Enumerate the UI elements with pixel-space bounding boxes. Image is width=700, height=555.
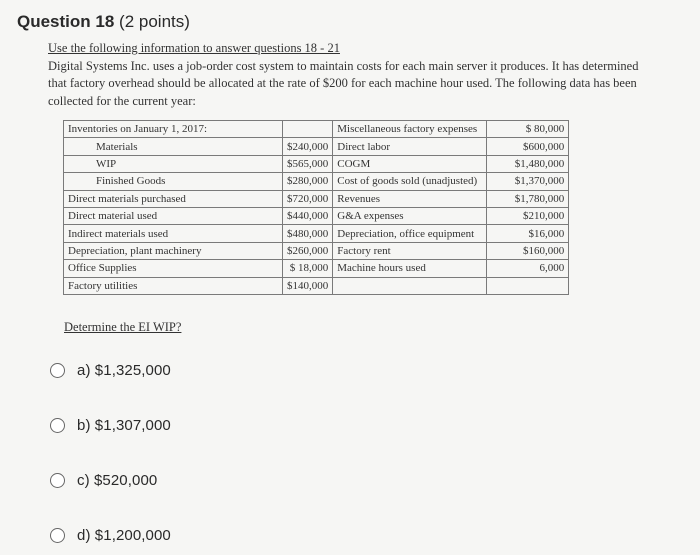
option-a[interactable] xyxy=(50,362,171,379)
question-intro xyxy=(48,40,648,110)
option-b[interactable] xyxy=(50,417,171,434)
question-prompt: Determine the EI WIP? xyxy=(64,320,182,334)
cost-data-table xyxy=(63,120,569,295)
right-label-cell: Factory rent xyxy=(333,242,487,259)
left-value-cell: $260,000 xyxy=(283,242,333,259)
option-b-label: b) $1,307,000 xyxy=(77,417,171,434)
left-label-cell: Materials xyxy=(64,138,283,155)
option-a-label: a) $1,325,000 xyxy=(77,362,171,379)
left-label-cell: Finished Goods xyxy=(64,173,283,190)
table-row xyxy=(64,225,569,242)
right-value-cell: $1,780,000 xyxy=(487,190,569,207)
option-c-label: c) $520,000 xyxy=(77,472,158,489)
left-label-cell: Office Supplies xyxy=(64,260,283,277)
right-value-cell xyxy=(487,277,569,294)
table-row xyxy=(64,260,569,277)
intro-reference-line: Use the following information to answer questions 18 - 21 xyxy=(48,41,340,55)
table-row xyxy=(64,173,569,190)
radio-button-a[interactable] xyxy=(50,363,65,378)
left-value-cell: $140,000 xyxy=(283,277,333,294)
left-value-cell: $480,000 xyxy=(283,225,333,242)
right-label-cell: Depreciation, office equipment xyxy=(333,225,487,242)
table-row xyxy=(64,155,569,172)
question-number: Question 18 xyxy=(17,12,115,31)
radio-button-d[interactable] xyxy=(50,528,65,543)
right-value-cell: $1,480,000 xyxy=(487,155,569,172)
right-value-cell: $160,000 xyxy=(487,242,569,259)
table-row xyxy=(64,190,569,207)
left-value-cell: $565,000 xyxy=(283,155,333,172)
left-value-cell: $720,000 xyxy=(283,190,333,207)
left-value-cell: $280,000 xyxy=(283,173,333,190)
right-label-cell: Direct labor xyxy=(333,138,487,155)
right-label-cell: COGM xyxy=(333,155,487,172)
right-value-cell: $600,000 xyxy=(487,138,569,155)
left-value-cell: $440,000 xyxy=(283,207,333,224)
table-row xyxy=(64,121,569,138)
table-row xyxy=(64,138,569,155)
intro-body: Digital Systems Inc. uses a job-order cost system to maintain costs for each main server it produces. It has determined that factory overhead should be allocated at the rate of $200 for each machine hour used. The following data has been collected for the current year: xyxy=(48,58,639,108)
right-label-cell xyxy=(333,277,487,294)
right-value-cell: 6,000 xyxy=(487,260,569,277)
right-label-cell: Miscellaneous factory expenses xyxy=(333,121,487,138)
right-value-cell: $210,000 xyxy=(487,207,569,224)
option-d-label: d) $1,200,000 xyxy=(77,527,171,544)
left-label-cell: Factory utilities xyxy=(64,277,283,294)
table-row xyxy=(64,277,569,294)
left-value-cell: $ 18,000 xyxy=(283,260,333,277)
right-label-cell: G&A expenses xyxy=(333,207,487,224)
right-label-cell: Revenues xyxy=(333,190,487,207)
table-row xyxy=(64,207,569,224)
option-d[interactable] xyxy=(50,527,171,544)
radio-button-b[interactable] xyxy=(50,418,65,433)
radio-button-c[interactable] xyxy=(50,473,65,488)
left-label-cell: Inventories on January 1, 2017: xyxy=(64,121,283,138)
right-value-cell: $1,370,000 xyxy=(487,173,569,190)
question-points: (2 points) xyxy=(119,12,190,31)
question-title xyxy=(17,12,190,32)
left-label-cell: Direct material used xyxy=(64,207,283,224)
right-value-cell: $ 80,000 xyxy=(487,121,569,138)
option-c[interactable] xyxy=(50,472,157,489)
left-value-cell: $240,000 xyxy=(283,138,333,155)
left-label-cell: Direct materials purchased xyxy=(64,190,283,207)
left-label-cell: Indirect materials used xyxy=(64,225,283,242)
left-label-cell: Depreciation, plant machinery xyxy=(64,242,283,259)
table-row xyxy=(64,242,569,259)
right-label-cell: Machine hours used xyxy=(333,260,487,277)
left-label-cell: WIP xyxy=(64,155,283,172)
right-label-cell: Cost of goods sold (unadjusted) xyxy=(333,173,487,190)
left-value-cell xyxy=(283,121,333,138)
right-value-cell: $16,000 xyxy=(487,225,569,242)
